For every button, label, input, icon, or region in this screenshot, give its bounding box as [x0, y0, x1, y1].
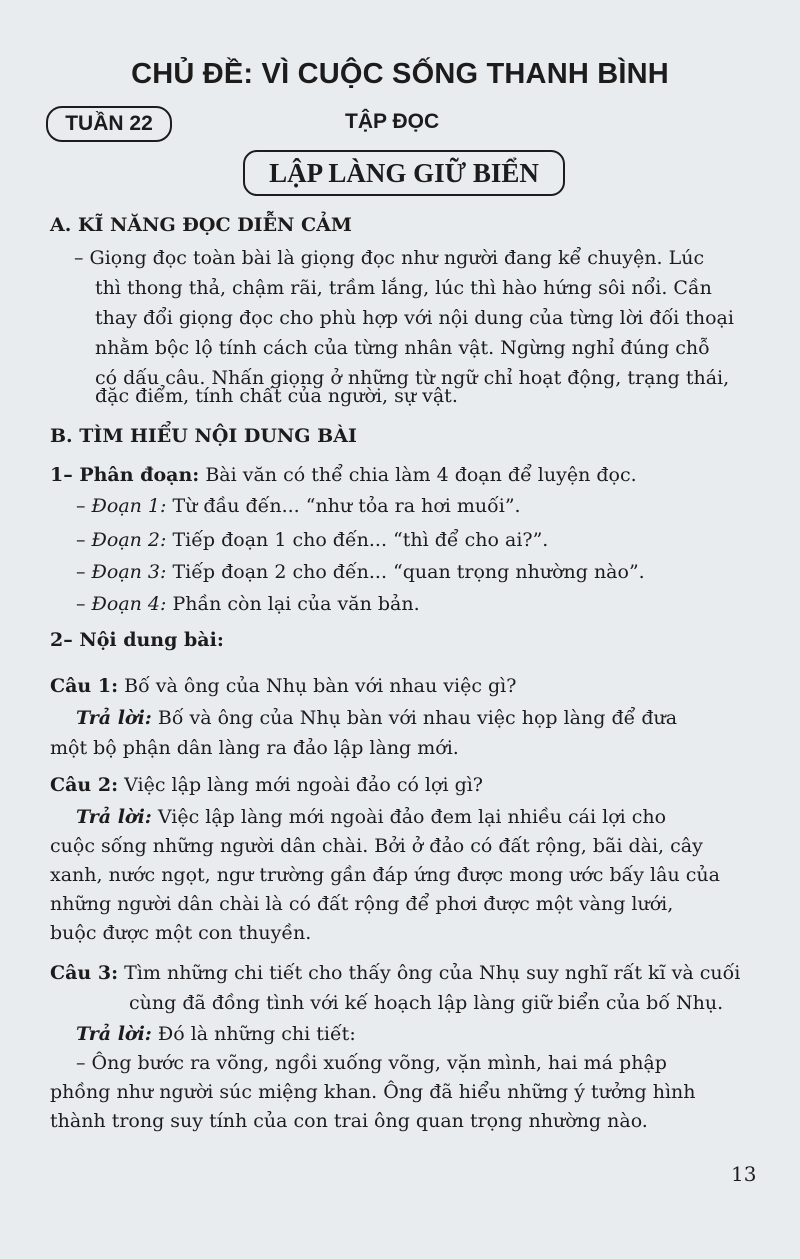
segment-text: Từ đầu đến... “như tỏa ra hơi muối”.: [172, 495, 521, 517]
answer-line: thành trong suy tính của con trai ông quan trọng nhường nào.: [50, 1110, 648, 1132]
section-a-line: nhằm bộc lộ tính cách của từng nhân vật. Ngừng nghỉ đúng chỗ: [95, 337, 710, 359]
question-2: [50, 770, 483, 801]
section-b-heading: B. TÌM HIỂU NỘI DUNG BÀI: [50, 425, 357, 447]
segment-label: Đoạn 1:: [91, 495, 167, 517]
question-label: Câu 3:: [50, 962, 119, 984]
segment-text: Phần còn lại của văn bản.: [172, 593, 420, 615]
segment-text: Tiếp đoạn 1 cho đến... “thì để cho ai?”.: [172, 529, 549, 551]
section-a-line: thay đổi giọng đọc cho phù hợp với nội dung của từng lời đối thoại: [95, 307, 734, 329]
question-label: Câu 1:: [50, 675, 119, 697]
section-a-line: – Giọng đọc toàn bài là giọng đọc như người đang kể chuyện. Lúc: [74, 247, 705, 269]
part1-label: 1– Phân đoạn:: [50, 464, 200, 486]
segment-label: Đoạn 3:: [91, 561, 167, 583]
question-label: Câu 2:: [50, 774, 119, 796]
answer-line: một bộ phận dân làng ra đảo lập làng mới.: [50, 737, 459, 759]
segment-item: – Đoạn 2: Tiếp đoạn 1 cho đến... “thì để cho ai?”.: [76, 529, 549, 551]
page-number: 13: [731, 1162, 757, 1186]
answer-line: buộc được một con thuyền.: [50, 922, 312, 944]
answer-1-first: [76, 703, 677, 734]
answer-text: Việc lập làng mới ngoài đảo đem lại nhiều cái lợi cho: [157, 806, 667, 828]
question-1: [50, 671, 516, 702]
answer-line: phồng như người súc miệng khan. Ông đã hiểu những ý tưởng hình: [50, 1081, 696, 1103]
question-3: [50, 958, 740, 989]
lesson-title: LẬP LÀNG GIỮ BIỂN: [243, 150, 565, 196]
part2-label: 2– Nội dung bài:: [50, 629, 224, 651]
segment-label: Đoạn 4:: [91, 593, 167, 615]
question-3-cont: cùng đã đồng tình với kế hoạch lập làng giữ biển của bố Nhụ.: [129, 992, 724, 1014]
answer-line: xanh, nước ngọt, ngư trường gần đáp ứng được mong ước bấy lâu của: [50, 864, 720, 886]
answer-label: Trả lời:: [76, 1023, 152, 1045]
segment-text: Tiếp đoạn 2 cho đến... “quan trọng nhường nào”.: [172, 561, 645, 583]
segment-item: – Đoạn 3: Tiếp đoạn 2 cho đến... “quan trọng nhường nào”.: [76, 561, 645, 583]
section-a-line-last: đặc điểm, tính chất của người, sự vật.: [95, 385, 458, 407]
answer-line: cuộc sống những người dân chài. Bởi ở đảo có đất rộng, bãi dài, cây: [50, 835, 703, 857]
section-a-heading: A. KĨ NĂNG ĐỌC DIỄN CẢM: [50, 214, 352, 236]
section-a-line: thì thong thả, chậm rãi, trầm lắng, lúc thì hào hứng sôi nổi. Cần: [95, 277, 712, 299]
subject-label: TẬP ĐỌC: [345, 110, 440, 133]
answer-text: Bố và ông của Nhụ bàn với nhau việc họp làng để đưa: [157, 707, 678, 729]
segment-item: – Đoạn 1: Từ đầu đến... “như tỏa ra hơi muối”.: [76, 495, 521, 517]
topic-heading: CHỦ ĐỀ: VÌ CUỘC SỐNG THANH BÌNH: [131, 58, 669, 90]
answer-2-first: [76, 802, 666, 833]
answer-label: Trả lời:: [76, 707, 152, 729]
section-a-line: có dấu câu. Nhấn giọng ở những từ ngữ chỉ hoạt động, trạng thái,: [95, 367, 730, 389]
answer-3-first: [76, 1019, 356, 1050]
question-text: Tìm những chi tiết cho thấy ông của Nhụ suy nghĩ rất kĩ và cuối: [124, 962, 741, 984]
answer-line: những người dân chài là có đất rộng để phơi được một vàng lưới,: [50, 893, 674, 915]
segment-item: – Đoạn 4: Phần còn lại của văn bản.: [76, 593, 420, 615]
week-badge: TUẦN 22: [46, 106, 172, 142]
answer-text: Đó là những chi tiết:: [157, 1023, 356, 1045]
part1-line: [50, 460, 637, 491]
part1-text: Bài văn có thể chia làm 4 đoạn để luyện đọc.: [205, 464, 637, 486]
answer-line: – Ông bước ra võng, ngồi xuống võng, vặn mình, hai má phập: [76, 1052, 667, 1074]
segment-label: Đoạn 2:: [91, 529, 167, 551]
question-text: Việc lập làng mới ngoài đảo có lợi gì?: [124, 774, 483, 796]
answer-label: Trả lời:: [76, 806, 152, 828]
question-text: Bố và ông của Nhụ bàn với nhau việc gì?: [124, 675, 517, 697]
